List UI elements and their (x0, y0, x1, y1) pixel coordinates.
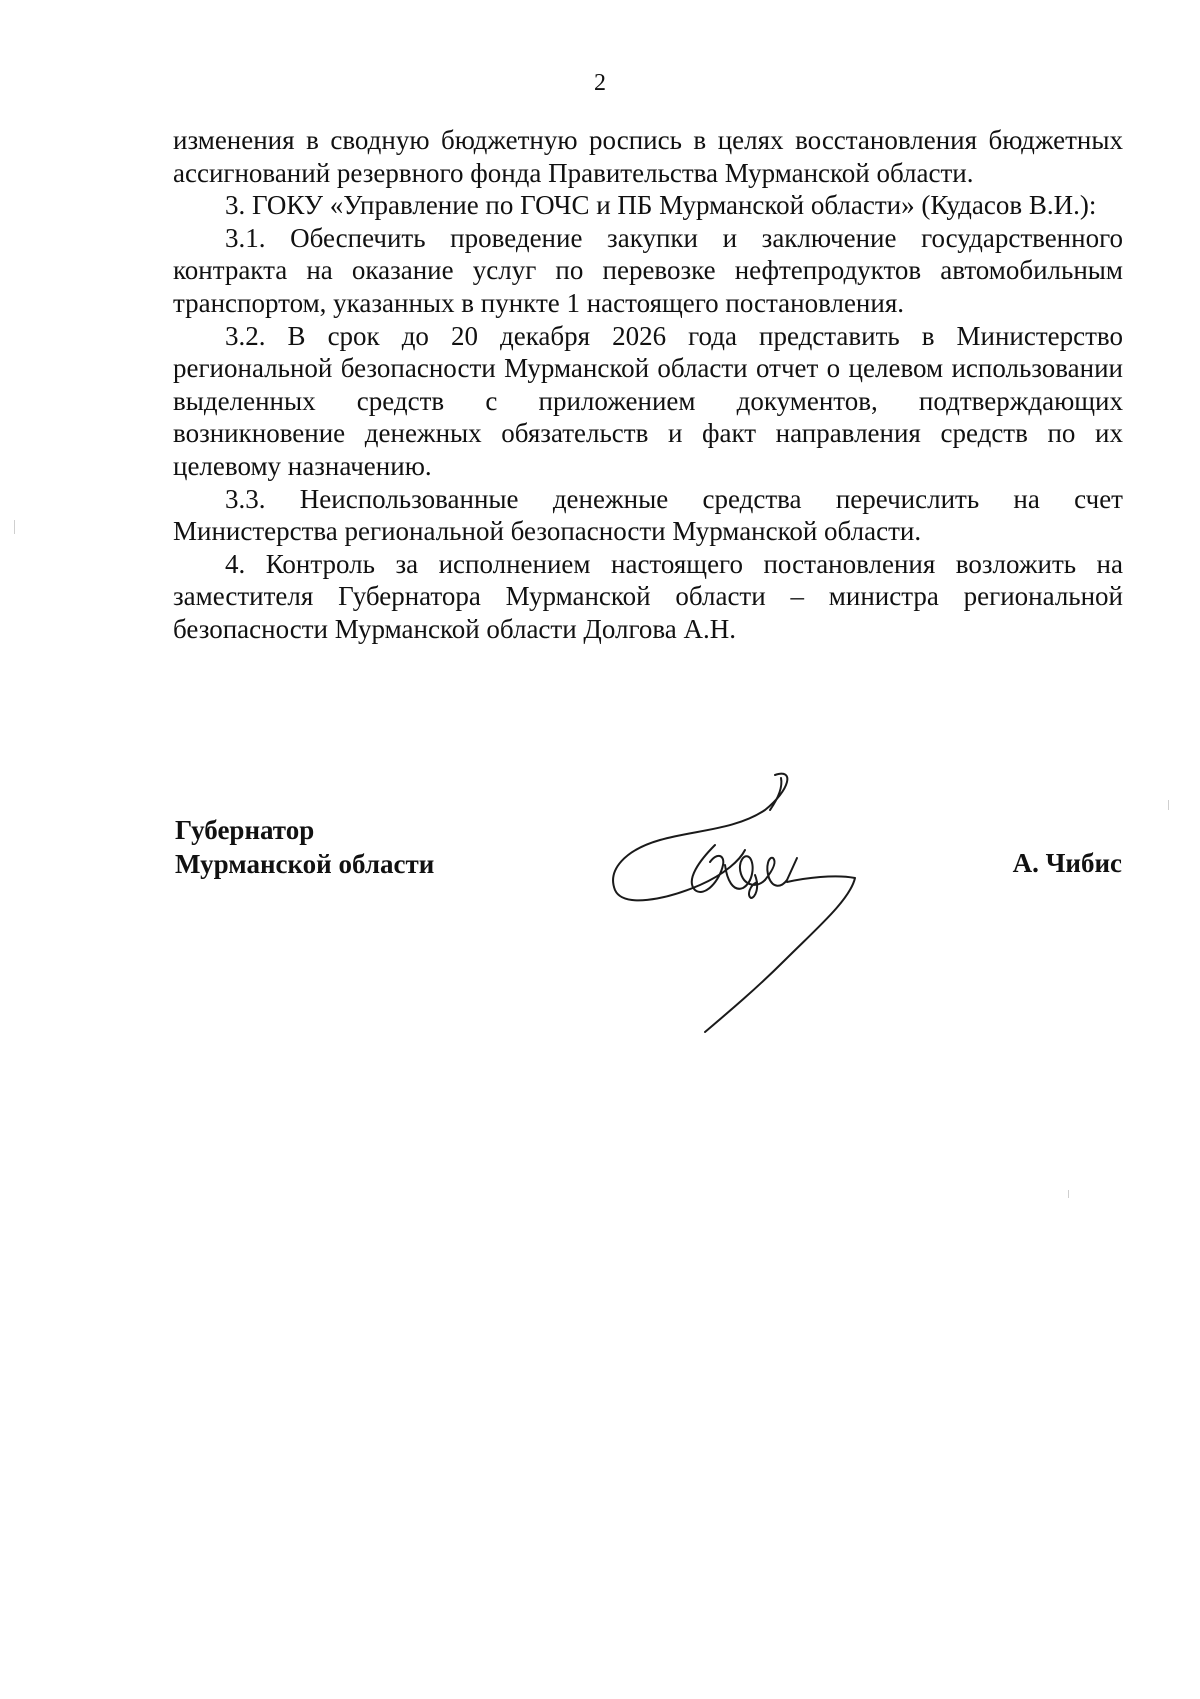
document-body (173, 124, 1123, 646)
scan-artifact-right-lower (1068, 1190, 1069, 1198)
scan-artifact-right (1168, 800, 1169, 810)
paragraph-item-3-3: 3.3. Неиспользованные денежные средства перечислить на счет Министерства региональной безопасности Мурманской области. (173, 483, 1123, 547)
scan-artifact-left (14, 520, 15, 534)
signer-name: А. Чибис (1012, 848, 1122, 878)
page-number: 2 (594, 70, 606, 96)
signatory-title-line2: Мурманской области (175, 849, 435, 879)
paragraph-item-3: 3. ГОКУ «Управление по ГОЧС и ПБ Мурманской области» (Кудасов В.И.): (225, 190, 1097, 221)
paragraph-item-3-2: 3.2. В срок до 20 декабря 2026 года представить в Министерство региональной безопасности Мурманской области отчет о целевом использовании выделенных средств с приложением документов, подтверждающих возникновение денежных обязательств и факт направления средств по их целевому назначению. (173, 320, 1123, 481)
handwritten-signature (605, 770, 915, 1045)
signatory-title-line1: Губернатор (175, 815, 315, 845)
paragraph-budget-continuation: изменения в сводную бюджетную роспись в целях восстановления бюджетных ассигнований резервного фонда Правительства Мурманской области. (173, 125, 1123, 188)
paragraph-item-3-1: 3.1. Обеспечить проведение закупки и заключение государственного контракта на оказание услуг по перевозке нефтепродуктов автомобильным транспортом, указанных в пункте 1 настоящего постановления. (173, 222, 1123, 318)
signatory-title (175, 813, 434, 881)
paragraph-item-4: 4. Контроль за исполнением настоящего постановления возложить на заместителя Губернатора Мурманской области – министра региональной безопасности Мурманской области Долгова А.Н. (173, 548, 1123, 644)
